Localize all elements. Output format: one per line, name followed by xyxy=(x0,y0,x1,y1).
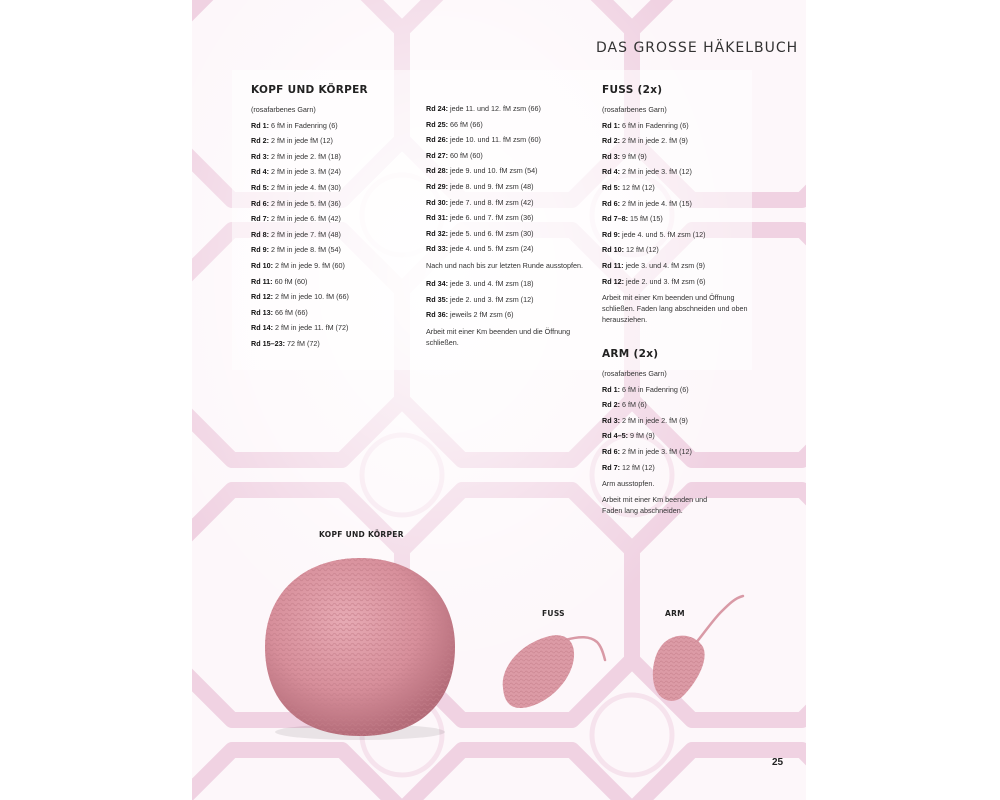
row-label: Rd 6: xyxy=(251,198,269,208)
row-label: Rd 34: xyxy=(426,278,448,288)
row-text: 2 fM in jede 3. fM (24) xyxy=(270,167,341,177)
arm-yarn: (rosafarbenes Garn) xyxy=(602,369,667,378)
kopf-rows xyxy=(251,118,416,352)
row-label: Rd 33: xyxy=(426,244,448,254)
row-label: Rd 4–5: xyxy=(602,431,628,441)
row-text: 66 fM (66) xyxy=(274,307,308,317)
row-label: Rd 7: xyxy=(251,214,269,224)
row-text: 6 fM (6) xyxy=(621,400,647,410)
photo-label-arm: ARM xyxy=(665,609,685,618)
instruction-row xyxy=(602,196,772,212)
instruction-row xyxy=(602,118,772,134)
row-text: 2 fM in jede 4. fM (30) xyxy=(270,182,341,192)
instruction-row xyxy=(602,382,772,398)
instruction-row xyxy=(426,307,591,323)
instruction-row xyxy=(602,413,772,429)
instruction-row xyxy=(251,274,416,290)
row-text: jede 9. und 10. fM zsm (54) xyxy=(449,166,538,176)
instruction-row xyxy=(602,227,772,243)
instruction-row xyxy=(251,118,416,134)
row-text: 6 fM in Fadenring (6) xyxy=(621,120,689,130)
instruction-row xyxy=(251,289,416,305)
instruction-row xyxy=(602,397,772,413)
row-label: Rd 11: xyxy=(251,276,273,286)
row-label: Rd 14: xyxy=(251,323,273,333)
kopf-yarn: (rosafarbenes Garn) xyxy=(251,105,316,114)
row-text: jede 3. und 4. fM zsm (18) xyxy=(449,278,534,288)
row-label: Rd 11: xyxy=(602,260,624,270)
instruction-row xyxy=(602,164,772,180)
row-label: Rd 29: xyxy=(426,181,448,191)
instruction-row xyxy=(426,241,591,257)
row-text: 2 fM in jede 3. fM (12) xyxy=(621,167,692,177)
row-text: jede 5. und 6. fM zsm (30) xyxy=(449,228,534,238)
instruction-row xyxy=(602,460,772,476)
photo-label-kopf: KOPF UND KÖRPER xyxy=(319,530,404,539)
arm-rows xyxy=(602,382,772,476)
row-text: 2 fM in jede 8. fM (54) xyxy=(270,245,341,255)
row-label: Rd 1: xyxy=(251,120,269,130)
row-label: Rd 3: xyxy=(602,151,620,161)
row-text: 2 fM in jede 3. fM (12) xyxy=(621,446,692,456)
row-label: Rd 12: xyxy=(251,292,273,302)
row-text: 2 fM in jede 4. fM (15) xyxy=(621,198,692,208)
row-label: Rd 1: xyxy=(602,120,620,130)
instruction-row xyxy=(251,227,416,243)
row-text: jede 2. und 3. fM zsm (12) xyxy=(449,294,534,304)
instruction-row xyxy=(602,242,772,258)
row-text: 15 fM (15) xyxy=(629,214,663,224)
instruction-row xyxy=(602,180,772,196)
row-label: Rd 31: xyxy=(426,213,448,223)
instruction-row xyxy=(251,336,416,352)
instruction-row xyxy=(251,133,416,149)
row-text: 2 fM in jede 2. fM (9) xyxy=(621,415,688,425)
row-label: Rd 30: xyxy=(426,197,448,207)
row-label: Rd 7: xyxy=(602,462,620,472)
row-text: jede 2. und 3. fM zsm (6) xyxy=(625,276,706,286)
row-text: jede 10. und 11. fM zsm (60) xyxy=(449,135,541,145)
row-label: Rd 10: xyxy=(251,260,273,270)
kopf-column-1 xyxy=(251,82,416,352)
instruction-row xyxy=(251,242,416,258)
row-label: Rd 32: xyxy=(426,228,448,238)
arm-heading: ARM (2x) xyxy=(602,348,659,360)
instruction-row xyxy=(426,292,591,308)
instruction-row xyxy=(426,179,591,195)
instruction-row xyxy=(251,196,416,212)
kopf-note-2: Arbeit mit einer Km beenden und die Öffnung schließen. xyxy=(426,326,571,347)
kopf-heading: KOPF UND KÖRPER xyxy=(251,84,368,96)
row-label: Rd 9: xyxy=(251,245,269,255)
row-text: 66 fM (66) xyxy=(449,119,483,129)
fuss-yarn: (rosafarbenes Garn) xyxy=(602,105,667,114)
instruction-row xyxy=(426,226,591,242)
instruction-row xyxy=(602,211,772,227)
row-label: Rd 13: xyxy=(251,307,273,317)
row-label: Rd 7–8: xyxy=(602,214,628,224)
instruction-row xyxy=(602,149,772,165)
row-text: 2 fM in jede 6. fM (42) xyxy=(270,214,341,224)
photo-label-fuss: FUSS xyxy=(542,609,565,618)
row-text: 72 fM (72) xyxy=(286,338,320,348)
arm-note-2: Arbeit mit einer Km beenden und Faden lang abschneiden. xyxy=(602,495,708,516)
row-label: Rd 5: xyxy=(251,182,269,192)
row-label: Rd 25: xyxy=(426,119,448,129)
kopf-note-1: Nach und nach bis zur letzten Runde ausstopfen. xyxy=(426,260,584,270)
arm-column xyxy=(602,346,772,521)
instruction-row xyxy=(426,101,591,117)
kopf-rows-2 xyxy=(426,101,591,257)
row-text: jede 7. und 8. fM zsm (42) xyxy=(449,197,534,207)
fuss-column xyxy=(602,82,772,330)
instruction-row xyxy=(426,132,591,148)
row-label: Rd 5: xyxy=(602,182,620,192)
row-text: jede 4. und 5. fM zsm (24) xyxy=(449,244,534,254)
kopf-column-2 xyxy=(426,101,591,353)
instruction-row xyxy=(426,148,591,164)
fuss-photo xyxy=(495,618,615,718)
fuss-note: Arbeit mit einer Km beenden und Öffnung schließen. Faden lang abschneiden und oben herausziehen. xyxy=(602,293,748,325)
row-text: 12 fM (12) xyxy=(621,462,655,472)
instruction-row xyxy=(426,117,591,133)
row-label: Rd 2: xyxy=(251,136,269,146)
instruction-row xyxy=(251,149,416,165)
instruction-row xyxy=(251,211,416,227)
row-label: Rd 26: xyxy=(426,135,448,145)
row-text: 2 fM in jede 2. fM (18) xyxy=(270,151,341,161)
row-text: jede 4. und 5. fM zsm (12) xyxy=(621,229,706,239)
row-text: 2 fM in jede 10. fM (66) xyxy=(274,292,349,302)
row-text: 60 fM (60) xyxy=(274,276,308,286)
kopf-rows-3 xyxy=(426,276,591,323)
row-label: Rd 9: xyxy=(602,229,620,239)
row-label: Rd 4: xyxy=(602,167,620,177)
row-text: 2 fM in jede fM (12) xyxy=(270,136,333,146)
instruction-row xyxy=(602,444,772,460)
fuss-heading: FUSS (2x) xyxy=(602,84,663,96)
instruction-row xyxy=(251,258,416,274)
row-label: Rd 24: xyxy=(426,104,448,113)
row-text: jeweils 2 fM zsm (6) xyxy=(449,310,514,320)
row-label: Rd 4: xyxy=(251,167,269,177)
row-text: 12 fM (12) xyxy=(621,182,655,192)
row-text: 9 fM (9) xyxy=(621,151,647,161)
instruction-row xyxy=(426,276,591,292)
instruction-row xyxy=(251,164,416,180)
instruction-row xyxy=(602,133,772,149)
row-text: 2 fM in jede 7. fM (48) xyxy=(270,229,341,239)
instruction-row xyxy=(426,163,591,179)
row-label: Rd 36: xyxy=(426,310,448,320)
book-title: DAS GROSSE HÄKELBUCH xyxy=(596,40,799,56)
page-number: 25 xyxy=(772,757,784,768)
row-text: jede 3. und 4. fM zsm (9) xyxy=(625,260,706,270)
fuss-rows xyxy=(602,118,772,290)
row-label: Rd 2: xyxy=(602,400,620,410)
row-label: Rd 6: xyxy=(602,198,620,208)
row-label: Rd 3: xyxy=(602,415,620,425)
instruction-row xyxy=(251,320,416,336)
row-label: Rd 28: xyxy=(426,166,448,176)
row-label: Rd 27: xyxy=(426,150,448,160)
instruction-row xyxy=(251,305,416,321)
row-label: Rd 6: xyxy=(602,446,620,456)
instruction-row xyxy=(602,274,772,290)
arm-note-1: Arm ausstopfen. xyxy=(602,479,655,489)
row-text: 9 fM (9) xyxy=(629,431,655,441)
row-label: Rd 8: xyxy=(251,229,269,239)
row-text: 6 fM in Fadenring (6) xyxy=(621,384,689,394)
row-text: jede 8. und 9. fM zsm (48) xyxy=(449,181,534,191)
row-label: Rd 2: xyxy=(602,136,620,146)
row-label: Rd 1: xyxy=(602,384,620,394)
instruction-row xyxy=(426,210,591,226)
instruction-row xyxy=(602,428,772,444)
row-text: 2 fM in jede 9. fM (60) xyxy=(274,260,345,270)
row-text: 2 fM in jede 2. fM (9) xyxy=(621,136,688,146)
instruction-row xyxy=(602,258,772,274)
row-text: 12 fM (12) xyxy=(625,245,659,255)
row-label: Rd 12: xyxy=(602,276,624,286)
row-text: 6 fM in Fadenring (6) xyxy=(270,120,338,130)
instruction-row xyxy=(251,180,416,196)
arm-photo xyxy=(635,592,755,712)
row-label: Rd 10: xyxy=(602,245,624,255)
row-label: Rd 3: xyxy=(251,151,269,161)
row-text: jede 6. und 7. fM zsm (36) xyxy=(449,213,534,223)
row-text: 60 fM (60) xyxy=(449,150,483,160)
row-text: 2 fM in jede 5. fM (36) xyxy=(270,198,341,208)
row-label: Rd 15–23: xyxy=(251,338,285,348)
kopf-koerper-photo xyxy=(255,552,465,742)
instruction-row xyxy=(426,195,591,211)
row-text: jede 11. und 12. fM zsm (66) xyxy=(449,104,541,113)
row-text: 2 fM in jede 11. fM (72) xyxy=(274,323,349,333)
row-label: Rd 35: xyxy=(426,294,448,304)
